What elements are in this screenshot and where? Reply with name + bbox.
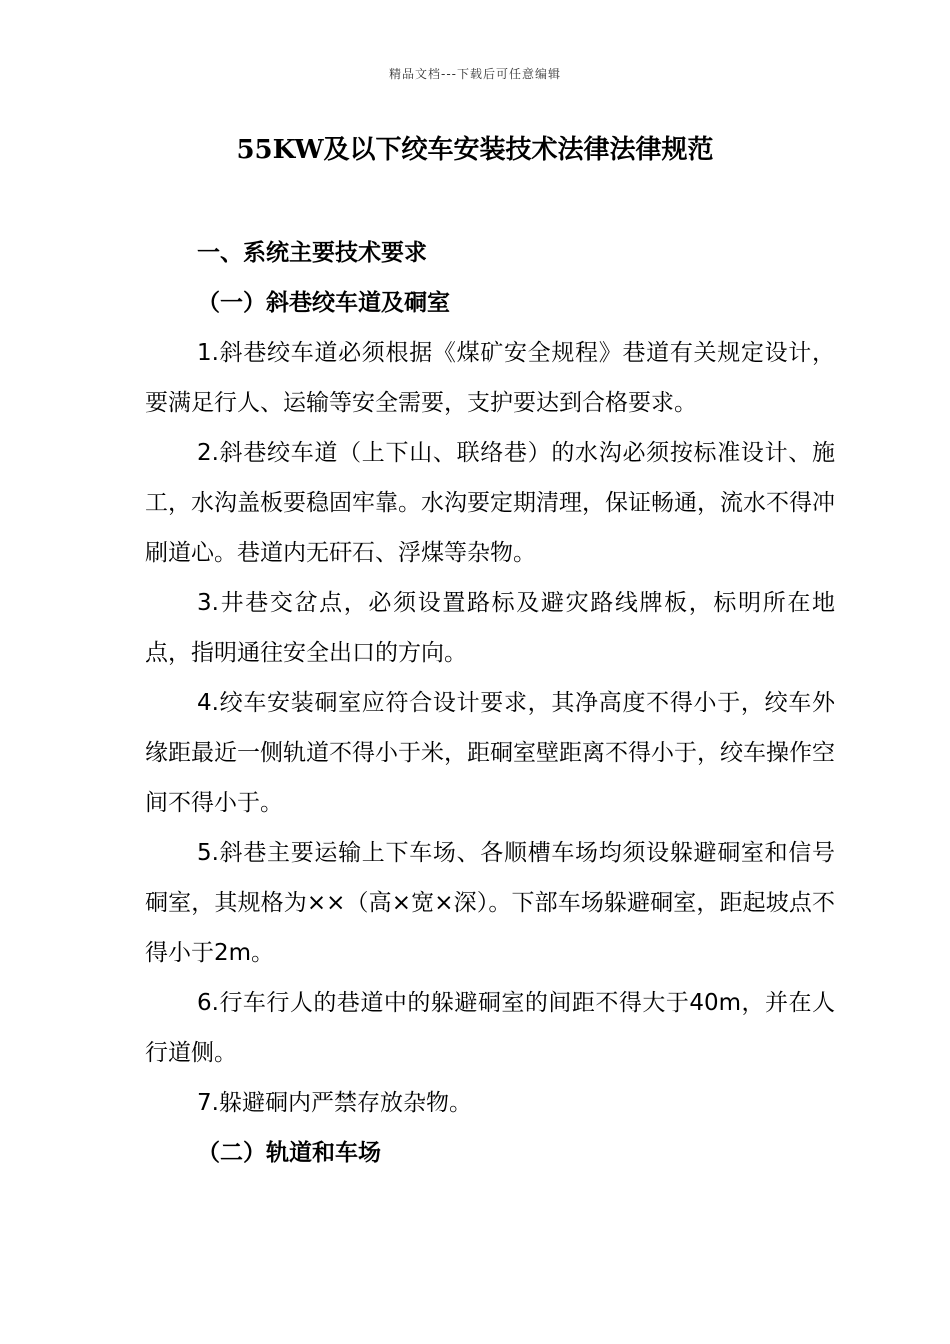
paragraph: 1.斜巷绞车道必须根据《煤矿安全规程》巷道有关规定设计，要满足行人、运输等安全需要，支护要达到合格要求。: [145, 340, 835, 416]
paragraph: 7.躲避硐内严禁存放杂物。: [197, 1090, 472, 1116]
header-note: 精品文档---下载后可任意编辑: [389, 67, 561, 81]
paragraph: 2.斜巷绞车道（上下山、联络巷）的水沟必须按标准设计、施工，水沟盖板要稳固牢靠。水沟要定期清理，保证畅通，流水不得冲刷道心。巷道内无矸石、浮煤等杂物。: [145, 440, 835, 566]
paragraph: 6.行车行人的巷道中的躲避硐室的间距不得大于40m，并在人行道侧。: [145, 990, 835, 1066]
section-heading: 一、系统主要技术要求: [197, 240, 427, 266]
paragraph: 3.井巷交岔点，必须设置路标及避灾路线牌板，标明所在地点，指明通往安全出口的方向。: [145, 590, 835, 666]
subsection-heading: （二）轨道和车场: [197, 1140, 381, 1166]
document-body: [145, 228, 835, 1178]
document-title: 55KW及以下绞车安装技术法律法律规范: [236, 135, 714, 165]
paragraph: 5.斜巷主要运输上下车场、各顺槽车场均须设躲避硐室和信号硐室，其规格为××（高×宽×深）。下部车场躲避硐室，距起坡点不得小于2m。: [145, 840, 835, 966]
paragraph: 4.绞车安装硐室应符合设计要求，其净高度不得小于，绞车外缘距最近一侧轨道不得小于米，距硐室壁距离不得小于，绞车操作空间不得小于。: [145, 690, 835, 816]
subsection-heading: （一）斜巷绞车道及硐室: [197, 290, 450, 316]
